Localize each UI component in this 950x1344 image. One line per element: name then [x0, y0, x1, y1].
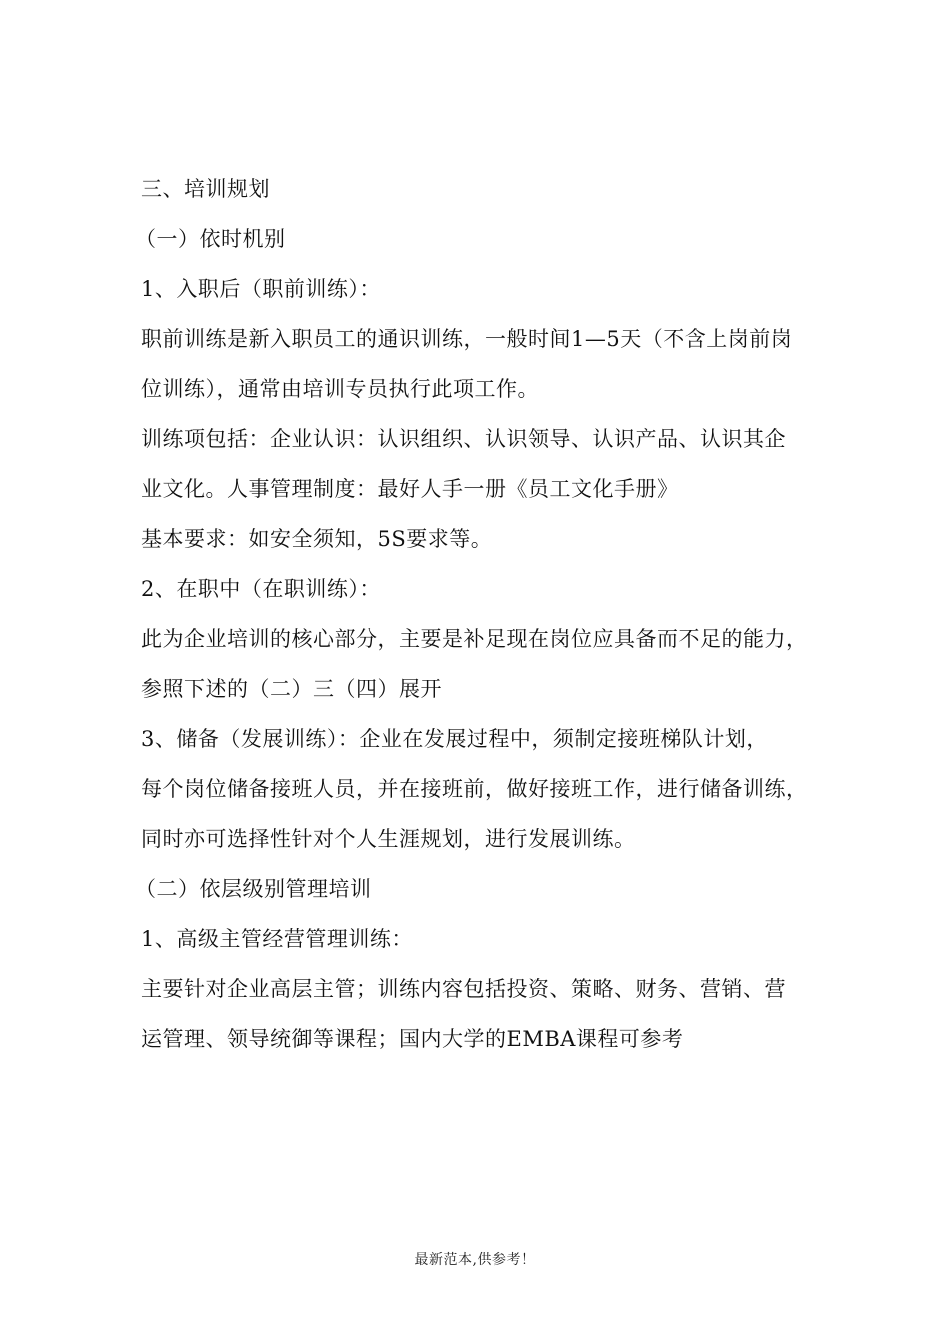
item-heading: 3、储备（发展训练）：企业在发展过程中，须制定接班梯队计划， — [141, 727, 768, 751]
page-footer: 最新范本,供参考！ — [414, 1252, 536, 1268]
subsection-heading: （二）依层级别管理培训 — [135, 877, 372, 901]
paragraph-line: 此为企业培训的核心部分，主要是补足现在岗位应具备而不足的能力， — [141, 627, 808, 651]
section-heading: 三、培训规划 — [141, 177, 270, 201]
paragraph-line: 同时亦可选择性针对个人生涯规划，进行发展训练。 — [141, 827, 636, 851]
paragraph-line: 运管理、领导统御等课程；国内大学的EMBA课程可参考 — [141, 1027, 684, 1051]
item-heading: 1、入职后（职前训练）： — [141, 277, 381, 301]
paragraph-line: 业文化。人事管理制度：最好人手一册《员工文化手册》 — [141, 477, 679, 501]
paragraph-line: 基本要求：如安全须知，5S要求等。 — [141, 527, 493, 551]
paragraph-line: 职前训练是新入职员工的通识训练，一般时间1—5天（不含上岗前岗 — [141, 327, 793, 351]
document-body — [135, 170, 841, 1070]
subsection-heading: （一）依时机别 — [135, 227, 286, 251]
paragraph-line: 主要针对企业高层主管；训练内容包括投资、策略、财务、营销、营 — [141, 977, 786, 1001]
paragraph-line: 参照下述的（二）三（四）展开 — [141, 677, 442, 701]
item-heading: 2、在职中（在职训练）： — [141, 577, 381, 601]
paragraph-line: 位训练），通常由培训专员执行此项工作。 — [141, 377, 539, 401]
paragraph-line: 训练项包括：企业认识：认识组织、认识领导、认识产品、认识其企 — [141, 427, 786, 451]
paragraph-line: 每个岗位储备接班人员，并在接班前，做好接班工作，进行储备训练， — [141, 777, 808, 801]
item-heading: 1、高级主管经营管理训练： — [141, 927, 413, 951]
